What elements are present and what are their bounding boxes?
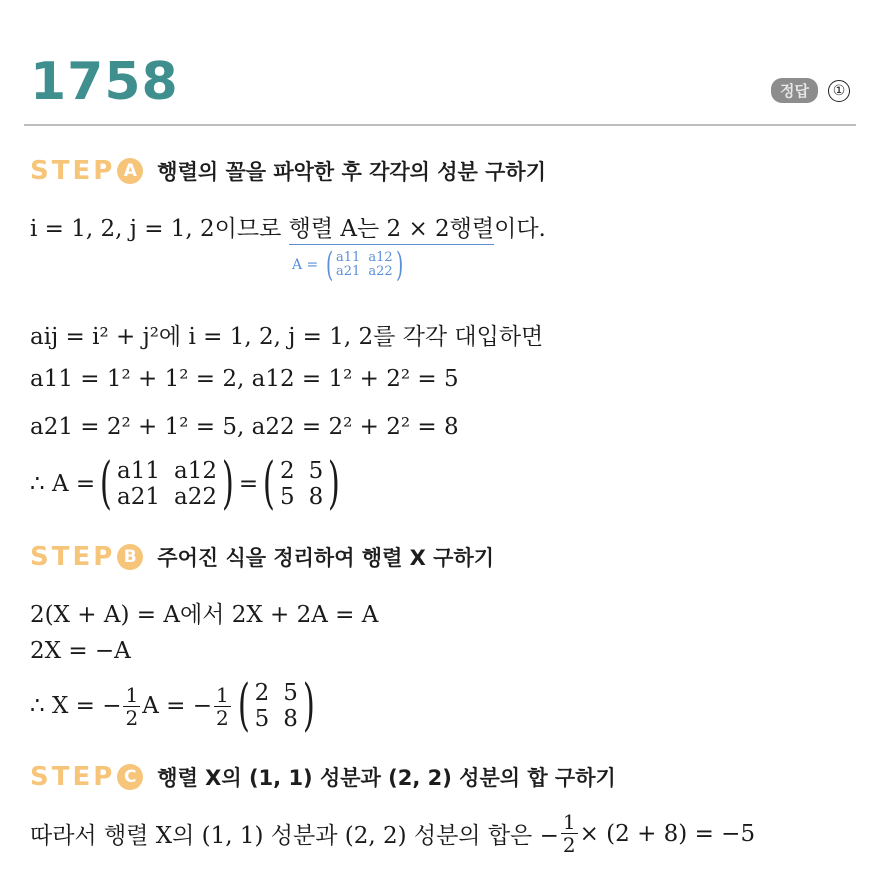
matrix-entry: a11 — [336, 250, 361, 266]
matrix-entry: 8 — [308, 484, 324, 510]
matrix-values — [233, 673, 320, 738]
step-a-line3: a11 = 1² + 1² = 2, a12 = 1² + 2² = 5 — [30, 366, 459, 392]
step-a-line4: a21 = 2² + 1² = 5, a22 = 2² + 2² = 8 — [30, 414, 459, 440]
right-paren: ) — [221, 451, 234, 516]
answer-badge: 정답 — [771, 78, 818, 103]
matrix-entry: 5 — [254, 706, 270, 732]
step-badge-c: C — [117, 764, 143, 790]
denominator: 2 — [125, 705, 139, 730]
matrix-entry: 2 — [279, 457, 295, 484]
step-b-line1: 2(X + A) = A에서 2X + 2A = A — [30, 602, 379, 628]
text: ∴ X = − — [30, 693, 122, 719]
answer — [771, 78, 850, 103]
matrix-symbolic — [95, 451, 239, 516]
handwritten-annotation — [292, 245, 406, 285]
left-paren: ( — [325, 245, 334, 285]
step-b-heading — [30, 542, 494, 572]
step-label: STEP — [30, 156, 116, 186]
matrix-entry: a21 — [117, 484, 160, 510]
annot-label: A = — [292, 257, 319, 273]
left-paren: ( — [237, 673, 250, 738]
right-paren: ) — [328, 451, 341, 516]
step-label: STEP — [30, 542, 116, 572]
matrix-values — [258, 451, 345, 516]
matrix-entry: 5 — [279, 484, 295, 510]
text: × (2 + 8) = −5 — [579, 820, 756, 847]
matrix-entry: a11 — [117, 457, 160, 484]
text: A = − — [142, 693, 212, 719]
denominator: 2 — [216, 705, 229, 730]
step-c-line1 — [30, 812, 755, 855]
step-c-heading — [30, 762, 616, 792]
text: i = 1, 2, j = 1, 2이므로 — [30, 216, 289, 242]
answer-value: ① — [828, 80, 850, 102]
right-paren: ) — [395, 245, 403, 285]
annot-matrix — [323, 245, 406, 285]
step-title: 주어진 식을 정리하여 행렬 X 구하기 — [157, 546, 495, 570]
step-title: 행렬의 꼴을 파악한 후 각각의 성분 구하기 — [157, 160, 547, 184]
left-paren: ( — [100, 451, 113, 516]
underlined-text: 행렬 A는 2 × 2행렬 — [289, 216, 494, 245]
step-b-line3 — [30, 673, 320, 738]
matrix-entry: 2 — [254, 679, 270, 706]
step-badge-b: B — [117, 544, 143, 570]
divider — [24, 124, 856, 126]
matrix-entry: a21 — [336, 264, 361, 279]
matrix-entry: a22 — [173, 484, 217, 510]
denominator: 2 — [562, 833, 576, 857]
left-paren: ( — [263, 451, 276, 516]
numerator: 1 — [562, 810, 576, 834]
problem-number: 1758 — [30, 52, 179, 112]
fraction — [561, 812, 578, 855]
text: 이다. — [494, 216, 546, 242]
right-paren: ) — [302, 673, 315, 738]
matrix-entry: 8 — [283, 706, 298, 732]
step-a-line5 — [30, 451, 345, 516]
numerator: 1 — [216, 682, 229, 707]
equals: = — [238, 471, 259, 497]
fraction — [214, 682, 231, 730]
text: ∴ A = — [30, 471, 96, 497]
matrix-entry: 5 — [308, 457, 324, 484]
text: 따라서 행렬 X의 (1, 1) 성분과 (2, 2) 성분의 합은 − — [30, 823, 559, 849]
step-title: 행렬 X의 (1, 1) 성분과 (2, 2) 성분의 합 구하기 — [157, 766, 616, 790]
matrix-entry: 5 — [283, 679, 298, 706]
step-a-line2: aij = i² + j²에 i = 1, 2, j = 1, 2를 각각 대입하면 — [30, 324, 544, 350]
step-a-line1 — [30, 210, 546, 243]
matrix-entry: a22 — [368, 264, 393, 279]
matrix-entry: a12 — [173, 457, 217, 484]
step-badge-a: A — [117, 158, 143, 184]
step-a-heading — [30, 156, 546, 186]
matrix-entry: a12 — [368, 250, 393, 266]
fraction — [123, 682, 140, 730]
numerator: 1 — [125, 682, 139, 707]
step-b-line2: 2X = −A — [30, 638, 131, 664]
step-label: STEP — [30, 762, 116, 792]
